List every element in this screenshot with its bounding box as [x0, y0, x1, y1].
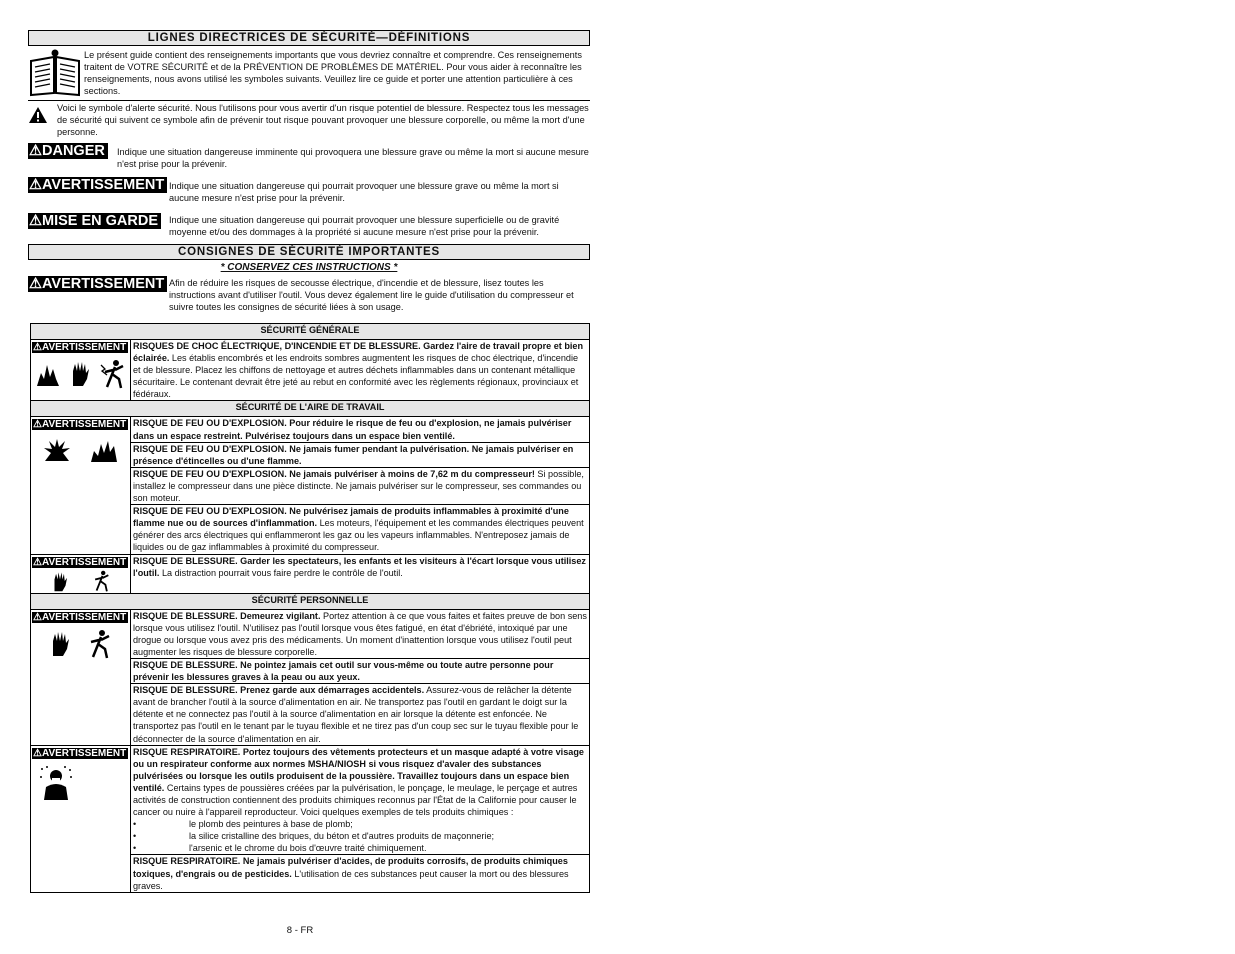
warning-row: [28, 176, 590, 204]
warning-signal-word: ⚠AVERTISSEMENT: [33, 611, 127, 623]
rule-bold: RISQUE DE BLESSURE. Ne pointez jamais cet outil sur vous-même ou toute autre personne pour prévenir les blessures graves à la peau ou aux yeux.: [133, 659, 554, 683]
page-number: 8 - FR: [286, 925, 314, 936]
conserve-instructions: * CONSERVEZ CES INSTRUCTIONS *: [220, 262, 398, 273]
rule-text: Si possible, installez le compresseur dans une pièce distincte. Ne jamais pulvériser sur le compresseur, ses commandes ou son moteur.: [133, 468, 584, 504]
table-row: [31, 609, 590, 658]
rule-bold: RISQUE RESPIRATOIRE. Portez toujours des vêtements protecteurs et un masque adapté à votre visage ou un respirateur conforme aux normes MSHA/NIOSH si vous risquez d'avaler des substances pulvérisées ou lorsque les outils produisent de la poussière. Travaillez toujours dans un espace bien ventilé.: [133, 746, 584, 793]
safety-alert-icon: [28, 102, 54, 129]
list-item: • le plomb des peintures à base de plomb;: [133, 819, 353, 830]
explosion-icon: [43, 437, 71, 463]
caution-text: Indique une situation dangereuse qui pourrait provoquer une blessure superficielle ou de gravité moyenne et/ou des dommages à la propriété si aucune mesure n'est prise pour la prévenir.: [169, 215, 560, 237]
rule-bold: RISQUE DE FEU OU D'EXPLOSION. Pour réduire le risque de feu ou d'explosion, ne jamais pulvériser dans un espace restreint. Pulvérisez toujours dans un espace bien ventilé.: [133, 418, 572, 441]
table-row: [31, 340, 590, 401]
section-title-important: CONSIGNES DE SÉCURITÉ IMPORTANTES: [28, 244, 590, 260]
hand-icon: [69, 359, 91, 387]
rule-text: Certains types de poussières créées par la pulvérisation, le ponçage, le meulage, le perçage et autres activités de construction contiennent des produits chimiques reconnus par l'État de la Californie pour causer le cancer ou nuire à l'appareil reproducteur. Voici quelques exemples de tels produits chimiques :: [133, 782, 578, 818]
danger-label: DANGER: [42, 143, 105, 159]
fire-icon: [89, 437, 119, 463]
hazard-icons: [38, 765, 129, 801]
hazard-icons: [32, 629, 129, 659]
header-personal-safety: SÉCURITÉ PERSONNELLE: [31, 593, 590, 609]
rule-bold: RISQUE DE FEU OU D'EXPLOSION. Ne jamais pulvériser à moins de 7,62 m du compresseur!: [133, 468, 535, 479]
warning-signal-word: ⚠AVERTISSEMENT: [28, 276, 167, 292]
safety-page: [28, 30, 590, 893]
warning-signal-word: ⚠AVERTISSEMENT: [33, 342, 127, 353]
rule-bold: RISQUE DE BLESSURE. Demeurez vigilant.: [133, 610, 321, 621]
rule-bold: RISQUE DE BLESSURE. Prenez garde aux démarrages accidentels.: [133, 685, 425, 696]
electric-shock-icon: [99, 359, 127, 389]
caution-label: MISE EN GARDE: [42, 213, 159, 229]
hazard-icons: [32, 437, 129, 463]
injury-icon: [85, 629, 113, 659]
rule-bold: RISQUE DE BLESSURE. Garder les spectateurs, les enfants et les visiteurs à l'écart lorsque vous utilisez l'outil.: [133, 555, 586, 578]
rule-text: Les établis encombrés et les endroits sombres augmentent les risques de choc électrique, d'incendie et de blessure. Placez les chiffons de nettoyage et autres déchets inflammables dans un contenant métallique sécuritaire. Le contenant devrait être jeté au rebut en conformité avec les règlements régionaux, provinciaux et fédéraux.: [133, 353, 579, 400]
table-row: [31, 417, 590, 442]
rule-bold: RISQUE DE FEU OU D'EXPLOSION. Ne pulvérisez jamais de produits inflammables à proximité d'une flamme nue ou de sources d'inflammation.: [133, 506, 569, 529]
safety-rules-table: [30, 323, 590, 893]
table-row: [31, 554, 590, 593]
rule-text: Assurez-vous de relâcher la détente avant de brancher l'outil à la source d'alimentation en air. Ne transportez pas l'outil en gardant le doigt sur la détente et ne connectez pas l'outil à la source d'alimentation en air lorsque la détente est enfoncée. Ne transportez pas l'outil en le tenant par le tuyau flexible et ne tirez pas d'un coup sec sur le tuyau flexible pour le déconnecter de la source d'alimentation en air.: [133, 685, 579, 744]
rule-text: Portez attention à ce que vous faites et faites preuve de bon sens lorsque vous utilisez l'outil. N'utilisez pas l'outil lorsque vous êtes fatigué, en état d'ébriété, intoxiqué par une drogue ou lorsque vous avez pris des médicaments. Un moment d'inattention lorsque vous utilisez l'outil peut augmenter les risques de blessure corporelle.: [133, 610, 587, 657]
alert-symbol-row: [28, 102, 590, 138]
caution-row: [28, 212, 590, 238]
header-general-safety: SÉCURITÉ GÉNÉRALE: [31, 324, 590, 340]
rule-text: L'utilisation de ces substances peut causer la mort ou des blessures graves.: [133, 868, 569, 891]
list-item: • l'arsenic et le chrome du bois d'œuvre traité chimiquement.: [133, 843, 427, 854]
hazard-icons: [32, 359, 129, 389]
warning-signal-word: ⚠AVERTISSEMENT: [33, 556, 127, 568]
warning-signal-word: ⚠AVERTISSEMENT: [33, 747, 127, 759]
list-item: • la silice cristalline des briques, du béton et d'autres produits de maçonnerie;: [133, 831, 495, 842]
warning-text: Indique une situation dangereuse qui pourrait provoquer une blessure grave ou même la mort si aucune mesure n'est prise pour la prévenir.: [169, 181, 559, 203]
general-warning-text: Afin de réduire les risques de secousse électrique, d'incendie et de blessure, lisez toutes les instructions avant d'utiliser l'outil. Vous devez également lire le guide d'utilisation du compresseur et suivre toutes les consignes de sécurité liées à son usage.: [169, 278, 574, 312]
caution-signal-word: ⚠MISE EN GARDE: [28, 213, 161, 229]
rule-bold: RISQUE RESPIRATOIRE. Ne jamais pulvériser d'acides, de produits corrosifs, de produits chimiques toxiques, d'engrais ou de pesticides.: [133, 856, 568, 879]
general-warning-row: [28, 275, 590, 313]
table-row: [31, 745, 590, 855]
rule-bold: RISQUES DE CHOC ÉLECTRIQUE, D'INCENDIE ET DE BLESSURE. Gardez l'aire de travail propre et bien éclairée.: [133, 341, 584, 364]
respirator-icon: [38, 765, 74, 801]
intro-text: Le présent guide contient des renseignements importants que vous devriez connaître et comprendre. Ces renseignements traitent de VOTRE SÉCURITÉ et de la PRÉVENTION DE PROBLÈMES DE MATÉRIEL. Pour vous aider à reconnaître les renseignements, nous avons utilisé les symboles suivants. Veuillez lire ce guide et porter une attention particulière à ces sections.: [84, 50, 582, 96]
warning-signal-word: ⚠AVERTISSEMENT: [33, 419, 127, 431]
injury-icon: [90, 570, 112, 592]
rule-text: Les moteurs, l'équipement et les commandes électriques peuvent générer des arcs électriques qui enflammeront les gaz ou les vapeurs inflammables. N'entreposez jamais de liquides ou de gaz inflammables à proximité du compresseur.: [133, 518, 584, 553]
read-manual-icon: [28, 49, 82, 97]
hand-icon: [50, 570, 70, 592]
danger-signal-word: ⚠DANGER: [28, 143, 108, 159]
hazard-icons: [32, 570, 129, 592]
danger-text: Indique une situation dangereuse imminente qui provoquera une blessure grave ou même la mort si aucune mesure n'est prise pour la prévenir.: [117, 147, 589, 169]
warning-label: AVERTISSEMENT: [42, 276, 165, 292]
header-work-area-safety: SÉCURITÉ DE L'AIRE DE TRAVAIL: [31, 401, 590, 417]
fire-icon: [35, 359, 61, 387]
intro-block: [28, 46, 590, 101]
rule-text: La distraction pourrait vous faire perdre le contrôle de l'outil.: [159, 567, 403, 578]
warning-label: AVERTISSEMENT: [42, 177, 165, 193]
rule-bold: RISQUE DE FEU OU D'EXPLOSION. Ne jamais fumer pendant la pulvérisation. Ne jamais pulvériser en présence d'étincelles ou d'une flamme.: [133, 443, 574, 466]
alert-text: Voici le symbole d'alerte sécurité. Nous l'utilisons pour vous avertir d'un risque potentiel de blessure. Respectez tous les messages de sécurité qui suivent ce symbole afin de prévenir tout risque pouvant provoquer une blessure corporelle, ou même la mort d'une personne.: [57, 103, 589, 137]
warning-signal-word: ⚠AVERTISSEMENT: [28, 177, 167, 193]
hand-icon: [49, 629, 71, 657]
danger-row: [28, 142, 590, 170]
section-title-definitions: LIGNES DIRECTRICES DE SÉCURITÉ—DÉFINITIONS: [28, 30, 590, 46]
